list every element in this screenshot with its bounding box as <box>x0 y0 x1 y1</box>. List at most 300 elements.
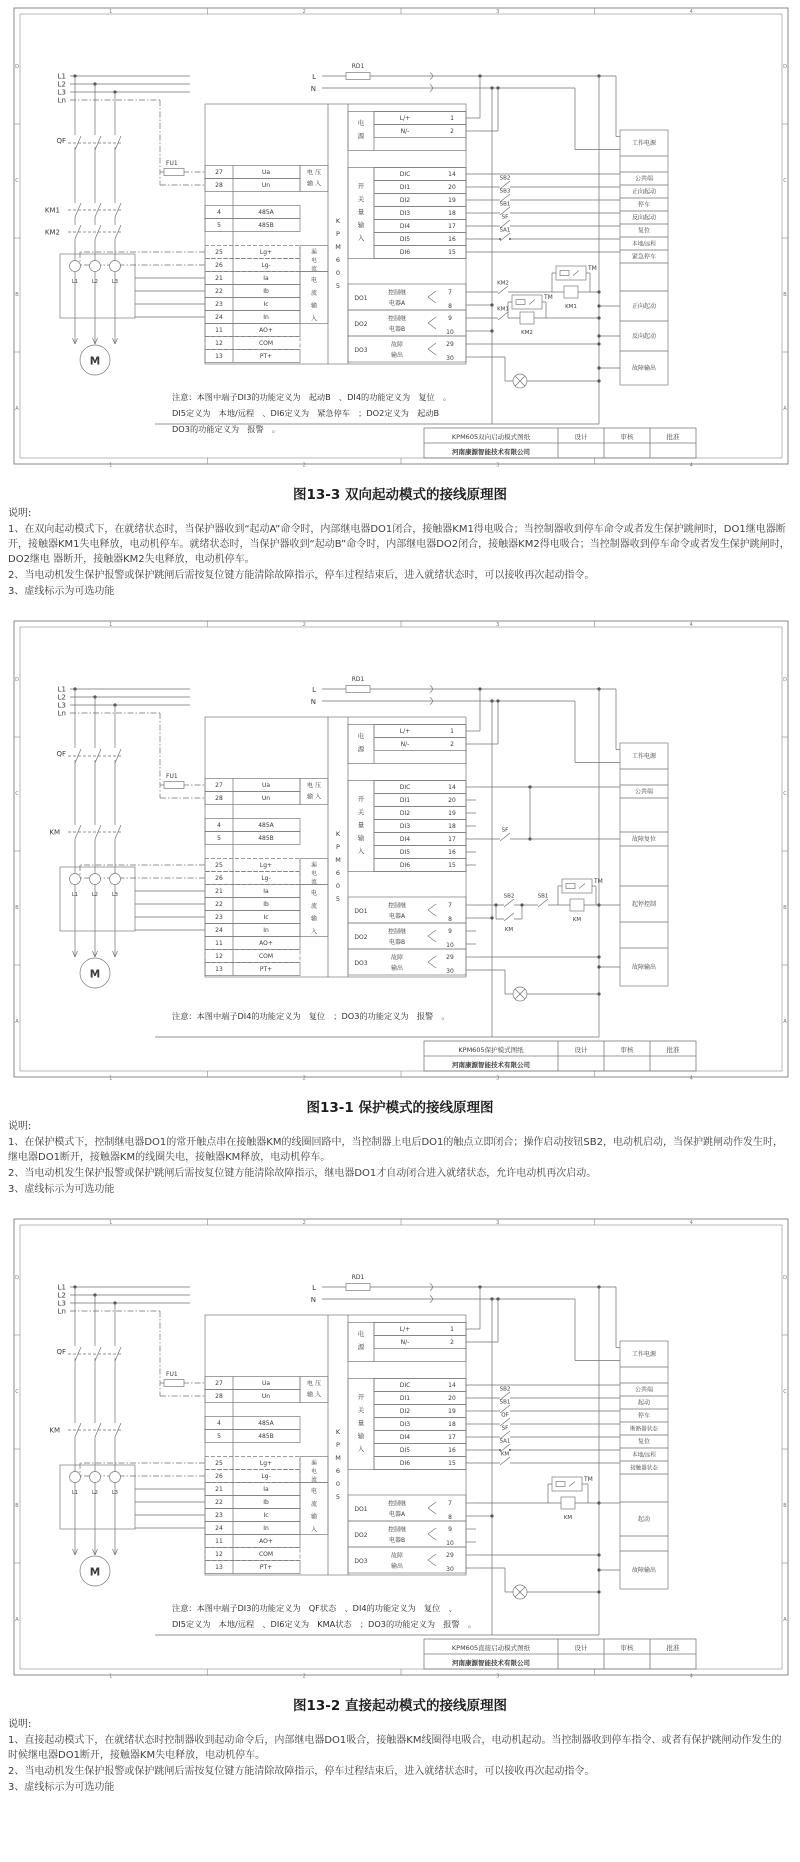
di-terminal-pin: 14 <box>448 171 456 178</box>
terminal-name: 485A <box>258 209 274 216</box>
do-pin: 29 <box>446 1552 454 1559</box>
switch-label: SF <box>501 1425 509 1432</box>
do-pin: 9 <box>448 928 452 935</box>
arrowhead <box>93 951 96 957</box>
phase-label: L1 <box>57 1283 66 1292</box>
phase-label: L2 <box>57 1291 66 1300</box>
coil-label: KM1 <box>565 304 577 310</box>
do-contact-icon <box>428 323 436 329</box>
do-label: 控制继 <box>387 902 407 910</box>
group-label-leakage: 电 <box>311 871 317 877</box>
switch-label: SB2 <box>499 1386 511 1393</box>
do-contact-icon <box>428 1528 436 1534</box>
do-pin: 30 <box>446 1566 454 1573</box>
terminal-name: Ia <box>263 275 269 282</box>
group-label-leakage: 漏 <box>311 249 317 256</box>
terminal-name: Ib <box>263 1499 269 1506</box>
zone-row-label: B <box>15 292 19 298</box>
terminal-pin: 27 <box>215 1380 223 1387</box>
switch-pivot <box>509 238 511 240</box>
coil-box <box>564 286 578 298</box>
junction-dot <box>490 1514 493 1517</box>
do-label: 控制继 <box>387 315 407 323</box>
figure-description <box>0 506 800 599</box>
do-pin: 8 <box>448 303 452 310</box>
do-pin: 8 <box>448 916 452 923</box>
timer-inner <box>529 300 535 305</box>
sheet-root <box>14 8 788 469</box>
coil-label: KM2 <box>521 330 533 336</box>
terminal-name: PT+ <box>259 1564 273 1571</box>
breaker-label: QF <box>56 1348 66 1356</box>
terminal-pin: 26 <box>215 875 223 882</box>
switch-label: KM1 <box>497 306 509 313</box>
group-label-power: 源 <box>357 1343 365 1351</box>
do-id: DO1 <box>354 1506 368 1513</box>
di-terminal-name: DI3 <box>399 1421 411 1428</box>
terminal-name: AO+ <box>259 940 273 947</box>
titleblock-doc: KPM605直接启动模式图纸 <box>451 1644 531 1652</box>
titleblock-design: 设计 <box>574 1644 588 1652</box>
phase-label: Ln <box>57 96 66 105</box>
do-label: 电器A <box>388 913 406 920</box>
zone-column-label: 4 <box>689 462 693 469</box>
neutral-label: N <box>310 85 316 93</box>
arrowhead <box>95 951 98 957</box>
zone-row-label: D <box>15 64 19 70</box>
zone-row-label: C <box>783 791 787 797</box>
zone-row-label: D <box>15 1275 19 1281</box>
device-model-char: P <box>336 843 340 851</box>
terminal-pin: 24 <box>215 927 223 934</box>
terminal-name: In <box>263 314 269 321</box>
line-fuse-box <box>346 686 370 693</box>
power-terminal-pin: 2 <box>450 128 454 135</box>
di-terminal-name: DIC <box>399 1382 411 1389</box>
terminal-pin: 13 <box>215 966 223 973</box>
titleblock-approve: 批准 <box>666 1644 680 1652</box>
zone-row-label: D <box>783 1275 787 1281</box>
power-terminal-pin: 1 <box>450 115 454 122</box>
terminal-name: 485A <box>258 1420 274 1427</box>
drawing-sheet <box>0 617 800 1092</box>
terminal-name: Ib <box>263 288 269 295</box>
arrowhead <box>95 338 98 344</box>
timer-inner <box>573 271 579 276</box>
switch-label: SF <box>501 827 509 834</box>
di-terminal-pin: 16 <box>448 236 456 243</box>
ct-phase-label: L1 <box>72 1490 78 1496</box>
group-label-leakage: 漏 <box>311 1460 317 1467</box>
di-terminal-name: DI1 <box>399 797 411 804</box>
group-label-di: 入 <box>357 847 365 855</box>
device-model-char: M <box>335 243 341 251</box>
contactor-label: KM1 <box>44 206 60 215</box>
phase-label: L1 <box>57 72 66 81</box>
junction-dot <box>490 303 493 306</box>
power-terminal-name: L/+ <box>399 728 411 735</box>
switch-label: SA1 <box>499 227 511 234</box>
right-terminal-label: 停车 <box>637 1412 651 1420</box>
terminal-name: PT+ <box>259 966 273 973</box>
figure-section-13-2 <box>0 1215 800 1795</box>
arrowhead <box>115 338 118 344</box>
do-label: 控制继 <box>387 1526 407 1534</box>
ct-phase-label: L3 <box>112 1490 118 1496</box>
group-label-di: 入 <box>357 234 365 242</box>
terminal-name: Un <box>261 795 271 802</box>
do-pin: 7 <box>448 902 452 909</box>
timer-inner <box>566 884 575 889</box>
group-label-current: 电 <box>310 890 318 897</box>
di-terminal-pin: 14 <box>448 1382 456 1389</box>
di-terminal-name: DI1 <box>399 184 411 191</box>
fuse-box <box>164 782 184 789</box>
di-terminal-pin: 17 <box>448 836 456 843</box>
zone-row-label: A <box>783 1617 787 1623</box>
terminal-name: 485B <box>258 835 274 842</box>
do-label: 控制继 <box>387 1500 407 1508</box>
device-model-char: M <box>335 856 341 864</box>
zone-column-label: 4 <box>689 9 693 15</box>
line-fuse-box <box>346 1284 370 1291</box>
device-model-char: 5 <box>335 895 341 903</box>
do-id: DO3 <box>354 347 368 354</box>
zone-column-label: 2 <box>302 1075 306 1082</box>
group-label-voltage: 输 入 <box>307 1391 321 1399</box>
motor-label: M <box>89 968 101 981</box>
terminal-name: 485B <box>258 222 274 229</box>
right-terminal-label: 起停控制 <box>631 901 657 909</box>
do-contact-icon <box>428 1502 436 1508</box>
zone-row-label: D <box>783 677 787 683</box>
figure-description <box>0 1717 800 1795</box>
coil-box <box>570 899 584 911</box>
coil-label: KM <box>563 1515 573 1521</box>
zone-column-label: 4 <box>689 1075 693 1082</box>
description-label: 说明: <box>8 1121 32 1132</box>
ct-circle <box>90 1472 101 1483</box>
do-label: 故障 <box>390 341 404 349</box>
terminal-name: 485A <box>258 822 274 829</box>
do-contact-icon <box>428 904 436 910</box>
drawing-sheet <box>0 1215 800 1690</box>
group-label-leakage: 流 <box>311 879 317 886</box>
switch-label: KM <box>500 1451 510 1458</box>
breaker-label: QF <box>56 137 66 145</box>
terminal-name: Lg+ <box>259 1460 273 1467</box>
junction-dot <box>597 334 600 337</box>
di-terminal-pin: 17 <box>448 223 456 230</box>
phase-label: L3 <box>57 701 66 710</box>
right-terminal-label: 本地/远程 <box>632 1452 656 1459</box>
terminal-pin: 12 <box>215 953 223 960</box>
ct-circle <box>110 1472 121 1483</box>
group-label-di: 输 <box>357 1432 365 1440</box>
terminal-name: Ic <box>263 1512 269 1519</box>
group-label-current: 输 <box>310 915 318 923</box>
phase-label: L2 <box>57 80 66 89</box>
di-terminal-name: DIC <box>399 171 411 178</box>
group-label-di: 量 <box>357 1419 365 1427</box>
right-terminal-label: 起动 <box>637 1399 651 1407</box>
terminal-name: Ic <box>263 301 269 308</box>
zone-column-label: 4 <box>689 1673 693 1680</box>
ct-phase-label: L1 <box>72 892 78 898</box>
description-line: 1、在双向起动模式下，在就绪状态时，当保护器收到“起动A”命令时，内部继电器DO1闭合，接触器KM1得电吸合；当控制器收到停车命令或者发生保护跳闸时，DO1继电器断开，接触器KM1失电释放，电动机停车。就绪状态时，当保护器收到“起动B”命令时，内部继电器DO2闭合，接触器KM2得电吸合；当控制器收到停车命令或者发生保护跳闸时，DO2继电 器断开，接触器KM2失电释放，电动机停车。 <box>8 524 790 565</box>
do-contact-icon <box>428 956 436 962</box>
group-label-di: 关 <box>357 195 365 203</box>
do-pin: 10 <box>446 329 454 336</box>
right-terminal-label: 反向起动 <box>631 333 657 341</box>
terminal-pin: 22 <box>215 288 223 295</box>
terminal-name: AO+ <box>259 1538 273 1545</box>
do-label: 电器B <box>388 939 406 946</box>
ct-phase-label: L3 <box>112 892 118 898</box>
zone-row-label: A <box>783 1019 787 1025</box>
terminal-pin: 11 <box>215 327 223 334</box>
group-label-leakage: 流 <box>311 1477 317 1484</box>
ct-circle <box>110 874 121 885</box>
coil-label: KM <box>572 917 582 923</box>
do-pin: 8 <box>448 1514 452 1521</box>
di-terminal-pin: 19 <box>448 197 456 204</box>
zone-column-label: 1 <box>109 622 113 628</box>
switch-label: SB3 <box>499 188 511 195</box>
terminal-pin: 25 <box>215 249 223 256</box>
contactor-label: KM <box>49 1426 60 1435</box>
wiring-diagram-dual-start <box>0 4 800 479</box>
junction-dot <box>597 1590 600 1593</box>
device-model-char: 6 <box>335 1467 341 1475</box>
switch-label: SB1 <box>537 893 549 900</box>
ct-circle <box>70 874 81 885</box>
timer-label: TM <box>594 878 603 885</box>
terminal-pin: 24 <box>215 1525 223 1532</box>
terminal-pin: 5 <box>217 1433 221 1440</box>
ct-circle <box>90 874 101 885</box>
di-terminal-name: DI3 <box>399 210 411 217</box>
terminal-name: Un <box>261 1393 271 1400</box>
right-terminal-label: 正向起动 <box>631 188 657 196</box>
line-fuse-label: RD1 <box>351 1274 365 1281</box>
terminal-pin: 11 <box>215 1538 223 1545</box>
do-contact-icon <box>428 910 436 916</box>
fuse-label: FU1 <box>166 1371 178 1378</box>
figure-caption: 图13-1 保护模式的接线原理图 <box>306 1100 494 1116</box>
group-label-di: 量 <box>357 821 365 829</box>
terminal-name: PT+ <box>259 353 273 360</box>
junction-dot <box>490 329 493 332</box>
di-terminal-pin: 19 <box>448 1408 456 1415</box>
terminal-pin: 28 <box>215 1393 223 1400</box>
breaker-label: QF <box>56 750 66 758</box>
terminal-name: AO+ <box>259 327 273 334</box>
group-label-leakage: 电 <box>311 1469 317 1475</box>
power-terminal-pin: 1 <box>450 1326 454 1333</box>
ct-phase-label: L2 <box>92 892 98 898</box>
terminal-name: Lg- <box>261 262 271 269</box>
di-terminal-name: DI4 <box>399 836 411 843</box>
right-terminal-label: 复位 <box>637 1438 651 1446</box>
device-model-char: 6 <box>335 869 341 877</box>
do-pin: 29 <box>446 954 454 961</box>
terminal-pin: 22 <box>215 1499 223 1506</box>
do-pin: 9 <box>448 1526 452 1533</box>
switch-label: SF <box>501 214 509 221</box>
di-terminal-pin: 20 <box>448 184 456 191</box>
zone-row-label: C <box>15 1389 19 1395</box>
zone-row-label: B <box>783 905 787 911</box>
zone-row-label: D <box>15 677 19 683</box>
titleblock-approve: 批准 <box>666 433 680 441</box>
do-label: 电器B <box>388 1537 406 1544</box>
line-label: L <box>312 686 316 694</box>
sheet-note-line: 注意：本图中端子DI3的功能定义为 QF状态 、DI4的功能定义为 复位 、 <box>172 1603 457 1613</box>
group-label-current: 电 <box>310 277 318 284</box>
coil-box <box>520 312 534 324</box>
group-label-leakage: 漏 <box>311 862 317 869</box>
group-label-power: 电 <box>357 1330 365 1338</box>
do-contact-icon <box>428 1554 436 1560</box>
terminal-name: Ia <box>263 888 269 895</box>
do-label: 故障 <box>390 1552 404 1560</box>
di-terminal-name: DI5 <box>399 236 411 243</box>
group-label-di: 量 <box>357 208 365 216</box>
timer-inner <box>556 1482 565 1487</box>
zone-column-label: 4 <box>689 622 693 628</box>
sheet-root <box>14 1219 788 1680</box>
do-id: DO3 <box>354 960 368 967</box>
timer-inner <box>516 300 525 305</box>
terminal-pin: 25 <box>215 1460 223 1467</box>
sheet-note-line: 注意：本图中端子DI4的功能定义为 复位 ；DO3的功能定义为 报警 。 <box>172 1011 450 1021</box>
timer-inner <box>579 884 585 889</box>
device-model-char: K <box>335 1428 341 1436</box>
right-terminal-label: 正向起动 <box>631 303 657 311</box>
terminal-pin: 27 <box>215 169 223 176</box>
do-pin: 9 <box>448 315 452 322</box>
do-pin: 10 <box>446 942 454 949</box>
ct-phase-label: L1 <box>72 279 78 285</box>
terminal-name: In <box>263 927 269 934</box>
group-label-leakage: 电 <box>311 258 317 264</box>
do-id: DO1 <box>354 295 368 302</box>
sheet-note-line: DI5定义为 本地/远程 、DI6定义为 紧急停车 ；DO2定义为 起动B <box>172 408 440 418</box>
line-fuse-label: RD1 <box>351 63 365 70</box>
timer-label: TM <box>588 265 597 272</box>
phase-label: Ln <box>57 1307 66 1316</box>
zone-row-label: B <box>15 1503 19 1509</box>
arrowhead <box>113 1549 116 1555</box>
device-model-char: P <box>336 1441 340 1449</box>
di-terminal-name: DI5 <box>399 849 411 856</box>
do-label: 输出 <box>390 965 404 972</box>
do-id: DO3 <box>354 1558 368 1565</box>
titleblock-review: 审核 <box>620 1046 634 1054</box>
group-label-di: 开 <box>357 182 365 190</box>
titleblock-design: 设计 <box>574 433 588 441</box>
zone-column-label: 1 <box>109 1673 113 1680</box>
group-label-current: 入 <box>310 1526 318 1534</box>
terminal-pin: 4 <box>217 1420 221 1427</box>
do-pin: 30 <box>446 355 454 362</box>
di-terminal-pin: 17 <box>448 1434 456 1441</box>
titleblock-company: 河南康源智能技术有限公司 <box>452 1659 530 1667</box>
zone-column-label: 2 <box>302 1673 306 1680</box>
timer-label: TM <box>584 1476 593 1483</box>
right-terminal-label: 故障输出 <box>631 365 657 373</box>
device-model-char: 5 <box>335 282 341 290</box>
group-label-di: 关 <box>357 808 365 816</box>
do-label: 故障 <box>390 954 404 962</box>
figure-section-13-1 <box>0 617 800 1197</box>
arrowhead <box>115 1549 118 1555</box>
motor-label: M <box>89 355 101 368</box>
do-label: 输出 <box>390 1563 404 1570</box>
right-terminal-label: 工作电源 <box>631 753 657 761</box>
ct-circle <box>110 261 121 272</box>
do-contact-icon <box>428 343 436 349</box>
di-terminal-name: DI1 <box>399 1395 411 1402</box>
figure-caption: 图13-3 双向起动模式的接线原理图 <box>293 487 507 503</box>
group-label-voltage: 电 压 <box>307 782 321 790</box>
group-label-di: 开 <box>357 795 365 803</box>
zone-row-label: B <box>783 1503 787 1509</box>
di-terminal-name: DI2 <box>399 1408 411 1415</box>
arrowhead <box>95 1549 98 1555</box>
junction-dot <box>597 304 600 307</box>
power-terminal-pin: 2 <box>450 741 454 748</box>
zone-row-label: B <box>15 905 19 911</box>
power-terminal-name: N/- <box>400 1339 410 1346</box>
titleblock-company: 河南康源智能技术有限公司 <box>452 448 530 456</box>
ct-circle <box>70 261 81 272</box>
wiring-diagram-protect-mode <box>0 617 800 1092</box>
contactor-label: KM <box>49 828 60 837</box>
titleblock-company: 河南康源智能技术有限公司 <box>452 1061 530 1069</box>
arrowhead <box>115 951 118 957</box>
group-label-di: 开 <box>357 1393 365 1401</box>
arrowhead <box>93 338 96 344</box>
arrowhead <box>75 1549 78 1555</box>
junction-dot <box>597 342 600 345</box>
switch-pivot <box>509 1449 511 1451</box>
do-contact-icon <box>428 1534 436 1540</box>
group-label-power: 源 <box>357 745 365 753</box>
line-label: L <box>312 1284 316 1292</box>
figure-section-13-3 <box>0 4 800 599</box>
right-terminal-label: 工作电源 <box>631 1351 657 1359</box>
wiring-diagram-direct-start <box>0 1215 800 1690</box>
right-terminal-label: 停车 <box>637 201 651 209</box>
di-terminal-name: DI2 <box>399 197 411 204</box>
right-terminal-label: 本地/远程 <box>632 241 656 248</box>
do-contact-icon <box>428 1508 436 1514</box>
motor-label: M <box>89 1566 101 1579</box>
zone-column-label: 1 <box>109 9 113 15</box>
do-contact-icon <box>428 291 436 297</box>
sheet-root <box>14 621 788 1082</box>
power-terminal-name: N/- <box>400 741 410 748</box>
terminal-pin: 13 <box>215 1564 223 1571</box>
junction-dot <box>597 290 600 293</box>
di-terminal-pin: 15 <box>448 862 456 869</box>
terminal-name: Lg- <box>261 875 271 882</box>
terminal-pin: 12 <box>215 1551 223 1558</box>
neutral-label: N <box>310 1296 316 1304</box>
timer-inner <box>560 271 569 276</box>
